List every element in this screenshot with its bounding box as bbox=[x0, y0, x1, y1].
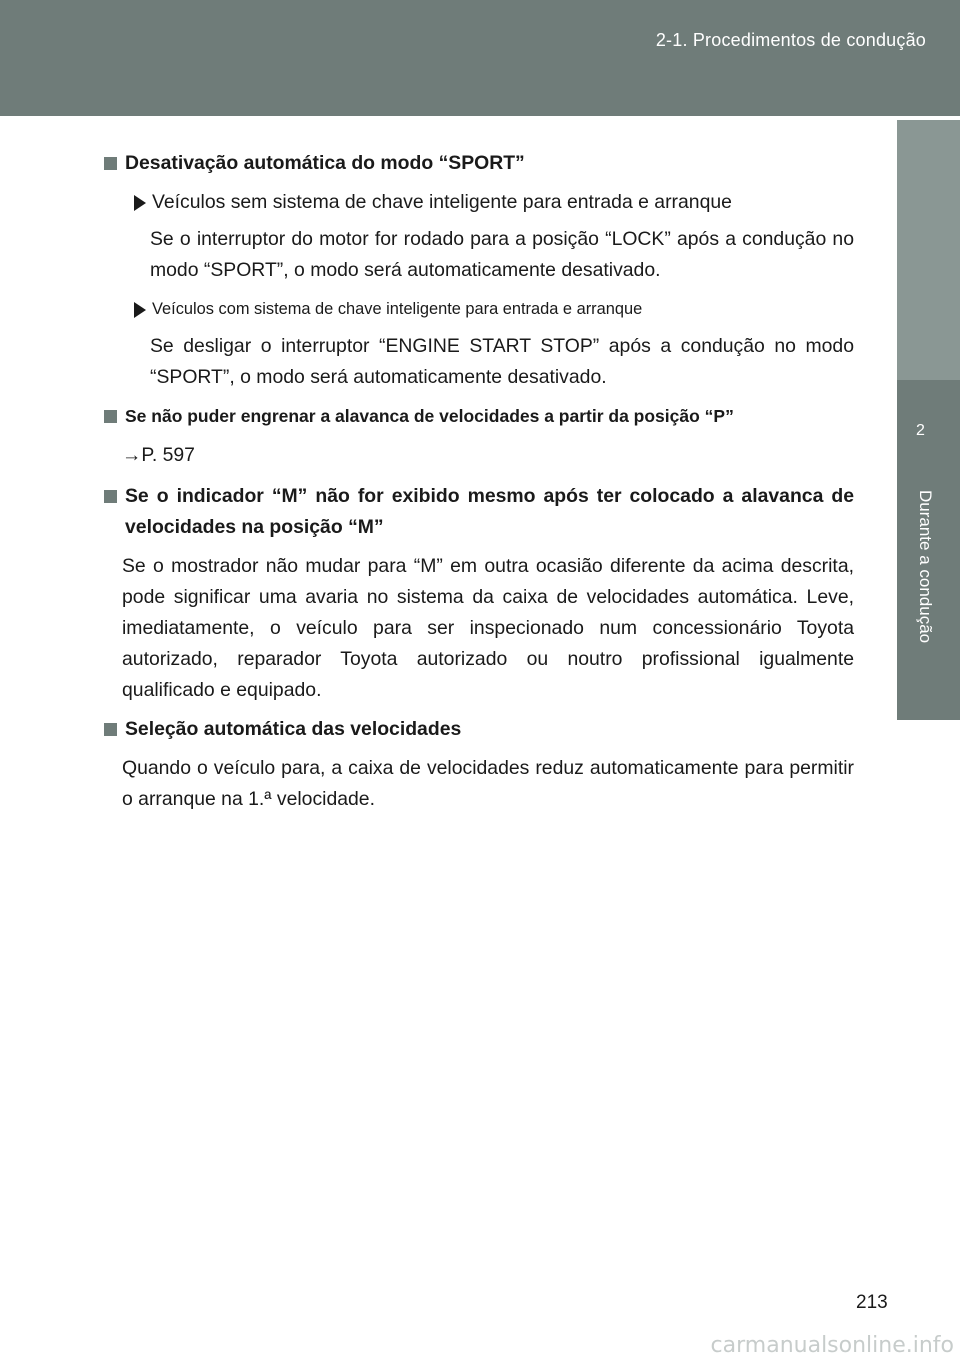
condition-text: Veículos com sistema de chave inteligente para entrada e arranque bbox=[152, 300, 643, 318]
section-heading-text: Seleção automática das velocidades bbox=[125, 718, 462, 740]
page-number: 213 bbox=[856, 1292, 888, 1313]
paragraph: Se o interruptor do motor for rodado para a posição “LOCK” após a condução no modo “SPORT”, o modo será automaticamente desativado. bbox=[150, 228, 854, 281]
paragraph: Se desligar o interruptor “ENGINE START STOP” após a condução no modo “SPORT”, o modo será automaticamente desativado. bbox=[150, 335, 854, 388]
chapter-tab[interactable] bbox=[897, 380, 960, 720]
section-heading bbox=[104, 148, 854, 179]
condition-heading bbox=[128, 294, 854, 325]
section-heading-text: Se o indicador “M” não for exibido mesmo após ter colocado a alavanca de velocidades na posição “M” bbox=[125, 485, 854, 538]
page-content bbox=[104, 148, 854, 823]
watermark: carmanualsonline.info bbox=[710, 1333, 954, 1358]
condition-heading bbox=[128, 187, 854, 218]
paragraph: Quando o veículo para, a caixa de velocidades reduz automaticamente para permitir o arranque na 1.ª velocidade. bbox=[122, 757, 854, 810]
square-bullet-icon bbox=[104, 723, 117, 736]
chapter-label: Durante a condução bbox=[916, 490, 935, 644]
page-reference-link[interactable]: →P. 597 bbox=[122, 444, 195, 466]
section-heading-text: Se não puder engrenar a alavanca de velocidades a partir da posição “P” bbox=[125, 406, 734, 426]
square-bullet-icon bbox=[104, 157, 117, 170]
section-title: 2-1. Procedimentos de condução bbox=[655, 30, 926, 50]
section-heading bbox=[104, 714, 854, 745]
square-bullet-icon bbox=[104, 410, 117, 423]
square-bullet-icon bbox=[104, 490, 117, 503]
condition-text: Veículos sem sistema de chave inteligente para entrada e arranque bbox=[152, 191, 732, 213]
triangle-bullet-icon bbox=[134, 302, 146, 318]
section-heading-text: Desativação automática do modo “SPORT” bbox=[125, 152, 525, 174]
triangle-bullet-icon bbox=[134, 195, 146, 211]
section-heading bbox=[104, 401, 854, 432]
header-band bbox=[0, 0, 960, 116]
section-heading bbox=[104, 481, 854, 543]
chapter-number: 2 bbox=[916, 422, 925, 439]
paragraph: Se o mostrador não mudar para “M” em outra ocasião diferente da acima descrita, pode significar uma avaria no sistema da caixa de velocidades automática. Leve, imediatamente, o veículo para ser inspecionado num concessionário Toyota autorizado, reparador Toyota autorizado ou noutro profissional igualmente qualificado e equipado. bbox=[122, 555, 854, 701]
